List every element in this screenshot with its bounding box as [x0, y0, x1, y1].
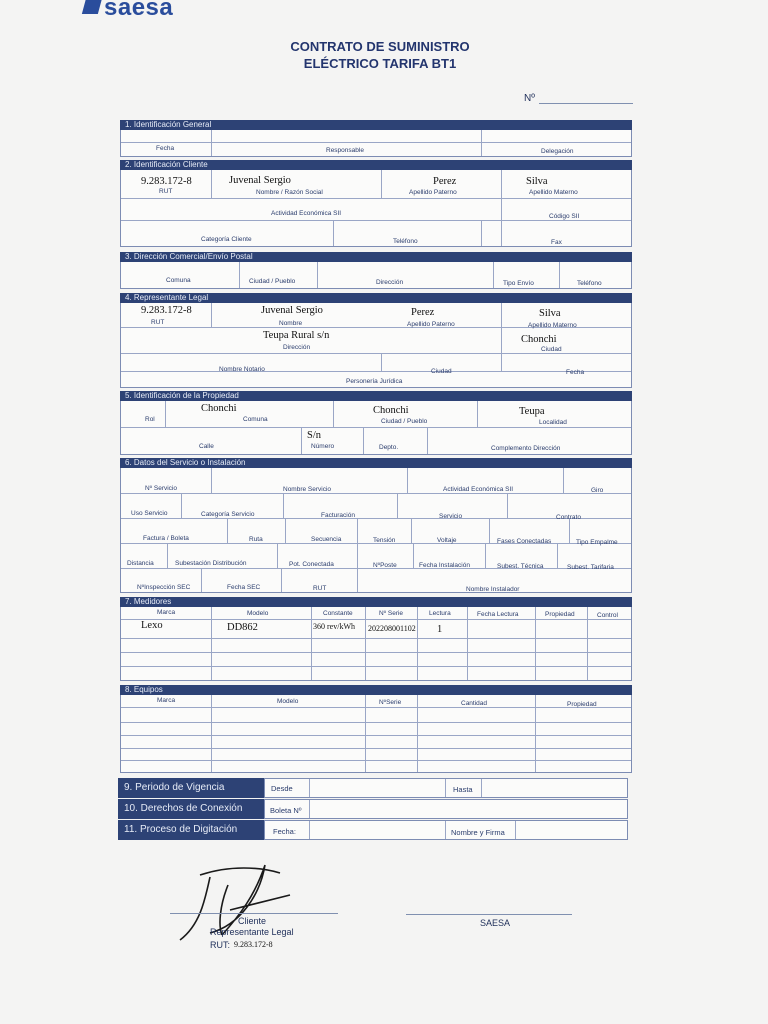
prop-ciudad-value: Chonchi [373, 405, 409, 416]
voltaje-label: Voltaje [437, 537, 457, 544]
cliente-label: Cliente [238, 916, 267, 926]
apellido-materno-label: Apellido Materno [529, 189, 578, 196]
razon-social-label: Nombre / Razón Social [256, 189, 323, 196]
equipo-propiedad-header: Propiedad [567, 701, 597, 708]
saesa-logo [84, 0, 173, 22]
saesa-logo-icon [82, 0, 102, 14]
section-equipos [120, 685, 632, 773]
section-datos-servicio [120, 458, 632, 593]
categoria-cliente-label: Categoría Cliente [201, 236, 252, 243]
servicio-label: Servicio [439, 513, 463, 520]
actividad-economica-servicio-label: Actividad Económica SII [443, 486, 514, 493]
medidor-propiedad-header: Propiedad [545, 611, 575, 618]
subest-tarifaria-label: Subest. Tarifaria [567, 564, 614, 571]
rep-paterno-label: Apellido Paterno [407, 321, 455, 328]
medidor-marca-value: Lexo [141, 620, 163, 631]
rep-materno-value: Silva [539, 308, 561, 319]
distancia-label: Distancia [127, 560, 154, 567]
client-name-value: Juvenal Sergio [229, 175, 291, 186]
medidor-serie-header: Nº Serie [379, 610, 404, 617]
prop-localidad-value: Teupa [519, 406, 545, 417]
medidor-modelo-value: DD862 [227, 622, 258, 633]
delegacion-label: Delegación [541, 148, 574, 155]
n-servicio-label: Nº Servicio [145, 485, 177, 492]
nombre-notario-label: Nombre Notario [219, 366, 265, 373]
client-signature-line [170, 913, 338, 914]
giro-label: Giro [591, 487, 604, 494]
comuna-label: Comuna [166, 277, 191, 284]
section-medidores [120, 597, 632, 681]
tipo-envio-label: Tipo Envío [503, 280, 534, 287]
prop-numero-value: S/n [307, 430, 322, 441]
rut-sec-label: RUT [313, 585, 327, 592]
depto-label: Depto. [379, 444, 399, 451]
section-direccion-comercial [120, 252, 632, 289]
medidor-constante-value: 360 rev/kWh [313, 622, 355, 631]
factura-boleta-label: Factura / Boleta [143, 535, 189, 542]
derechos-conexion-row [118, 799, 628, 819]
prop-comuna-value: Chonchi [201, 403, 237, 414]
nombre-instalador-label: Nombre Instalador [466, 586, 520, 593]
medidor-marca-header: Marca [157, 609, 176, 616]
subest-tecnica-label: Subest. Técnica [497, 563, 544, 570]
derechos-conexion-label: 10. Derechos de Conexión [118, 799, 264, 819]
section-identificacion-propiedad [120, 391, 632, 455]
prop-ciudad-label: Ciudad / Pueblo [381, 418, 428, 425]
section-identificacion-cliente [120, 160, 632, 247]
periodo-vigencia-row [118, 778, 628, 798]
rep-materno-label: Apellido Materno [528, 322, 577, 329]
calle-label: Calle [199, 443, 214, 450]
ruta-label: Ruta [249, 536, 263, 543]
section-identificacion-general [120, 120, 632, 157]
fax-label: Fax [551, 239, 562, 246]
codigo-sii-label: Código SII [549, 213, 580, 220]
periodo-vigencia-field[interactable] [264, 778, 628, 798]
rut-signature-label: RUT: [210, 940, 230, 950]
responsable-label: Responsable [326, 147, 364, 154]
medidor-lectura-value: 1 [437, 624, 443, 635]
numero-label: Número [311, 443, 335, 450]
section-1-header: 1. Identificación General [120, 120, 632, 130]
rut-label: RUT [159, 188, 173, 195]
equipo-cantidad-header: Cantidad [461, 700, 488, 707]
proceso-digitacion-field[interactable] [264, 820, 628, 840]
fecha-instalacion-label: Fecha Instalación [419, 562, 470, 569]
fecha-sec-label: Fecha SEC [227, 584, 261, 591]
rep-name-value: Juvenal Sergio [261, 305, 323, 316]
facturacion-label: Facturación [321, 512, 355, 519]
rep-ciudad2-label: Ciudad [431, 368, 452, 375]
equipo-serie-header: NºSerie [379, 699, 402, 706]
rep-rut-label: RUT [151, 319, 165, 326]
rep-rut-value: 9.283.172-8 [141, 305, 192, 316]
nombre-servicio-label: Nombre Servicio [283, 486, 332, 493]
client-rut-value: 9.283.172-8 [141, 176, 192, 187]
contract-number-field[interactable] [539, 103, 633, 104]
desde-label: Desde [271, 784, 293, 793]
telefono-label: Teléfono [393, 238, 418, 245]
periodo-vigencia-label: 9. Periodo de Vigencia [118, 778, 264, 798]
contract-title-line2: ELÉCTRICO TARIFA BT1 [303, 56, 457, 71]
rep-fecha-label: Fecha [566, 369, 585, 376]
subestacion-distribucion-label: Subestación Distribución [175, 560, 247, 567]
derechos-conexion-field[interactable] [264, 799, 628, 819]
tipo-empalme-label: Tipo Empalme [576, 539, 618, 546]
client-materno-value: Silva [526, 176, 548, 187]
representante-legal-label: Representante Legal [210, 927, 294, 937]
apellido-paterno-label: Apellido Paterno [409, 189, 457, 196]
rep-direccion-value: Teupa Rural s/n [263, 330, 330, 341]
rep-ciudad-value: Chonchi [521, 334, 557, 345]
client-paterno-value: Perez [433, 176, 457, 187]
localidad-label: Localidad [539, 419, 567, 426]
pot-conectada-label: Pot. Conectada [289, 561, 334, 568]
tension-label: Tensión [373, 537, 396, 544]
rol-label: Rol [145, 416, 155, 423]
contrato-label: Contrato [556, 514, 581, 521]
rut-signature-value: 9.283.172-8 [234, 940, 273, 949]
section-3-header: 3. Dirección Comercial/Envío Postal [120, 252, 632, 262]
boleta-label: Boleta Nº [270, 806, 302, 815]
section-2-header: 2. Identificación Cliente [120, 160, 632, 170]
equipo-marca-header: Marca [157, 697, 176, 704]
n-poste-label: NºPoste [373, 562, 397, 569]
medidor-fecha-lectura-header: Fecha Lectura [477, 611, 519, 618]
fases-conectadas-label: Fases Conectadas [497, 538, 552, 545]
uso-servicio-label: Uso Servicio [131, 510, 168, 517]
ciudad-pueblo-label: Ciudad / Pueblo [249, 278, 296, 285]
personeria-juridica-label: Personería Jurídica [346, 378, 403, 385]
hasta-label: Hasta [453, 785, 473, 794]
telefono-envio-label: Teléfono [577, 280, 602, 287]
nombre-firma-label: Nombre y Firma [451, 828, 505, 837]
logo-text: saesa [104, 0, 174, 21]
rep-ciudad-label: Ciudad [541, 346, 562, 353]
fecha-label: Fecha [156, 145, 175, 152]
rep-paterno-value: Perez [411, 307, 435, 318]
medidor-constante-header: Constante [323, 610, 353, 617]
section-8-header: 8. Equipos [120, 685, 632, 695]
complemento-direccion-label: Complemento Dirección [491, 445, 561, 452]
saesa-signature-label: SAESA [480, 918, 511, 928]
digitacion-fecha-label: Fecha: [273, 827, 296, 836]
rep-direccion-label: Dirección [283, 344, 311, 351]
section-4-header: 4. Representante Legal [120, 293, 632, 303]
proceso-digitacion-row [118, 820, 628, 840]
prop-comuna-label: Comuna [243, 416, 268, 423]
section-representante-legal [120, 293, 632, 388]
direccion-label: Dirección [376, 279, 404, 286]
proceso-digitacion-label: 11. Proceso de Digitación [118, 820, 264, 840]
section-7-header: 7. Medidores [120, 597, 632, 607]
medidor-serie-value: 202208001102 [368, 624, 416, 633]
section-6-header: 6. Datos del Servicio o Instalación [120, 458, 632, 468]
contract-title-line1: CONTRATO DE SUMINISTRO [290, 39, 470, 54]
medidor-control-header: Control [597, 612, 618, 619]
secuencia-label: Secuencia [311, 536, 342, 543]
contract-number-label: Nº [524, 93, 535, 104]
actividad-economica-label: Actividad Económica SII [271, 210, 342, 217]
categoria-servicio-label: Categoría Servicio [201, 511, 255, 518]
saesa-signature-line [406, 914, 572, 915]
equipo-modelo-header: Modelo [277, 698, 299, 705]
section-5-header: 5. Identificación de la Propiedad [120, 391, 632, 401]
n-inspeccion-sec-label: NºInspección SEC [137, 584, 191, 591]
medidor-lectura-header: Lectura [429, 610, 451, 617]
rep-nombre-label: Nombre [279, 320, 303, 327]
medidor-modelo-header: Modelo [247, 610, 269, 617]
